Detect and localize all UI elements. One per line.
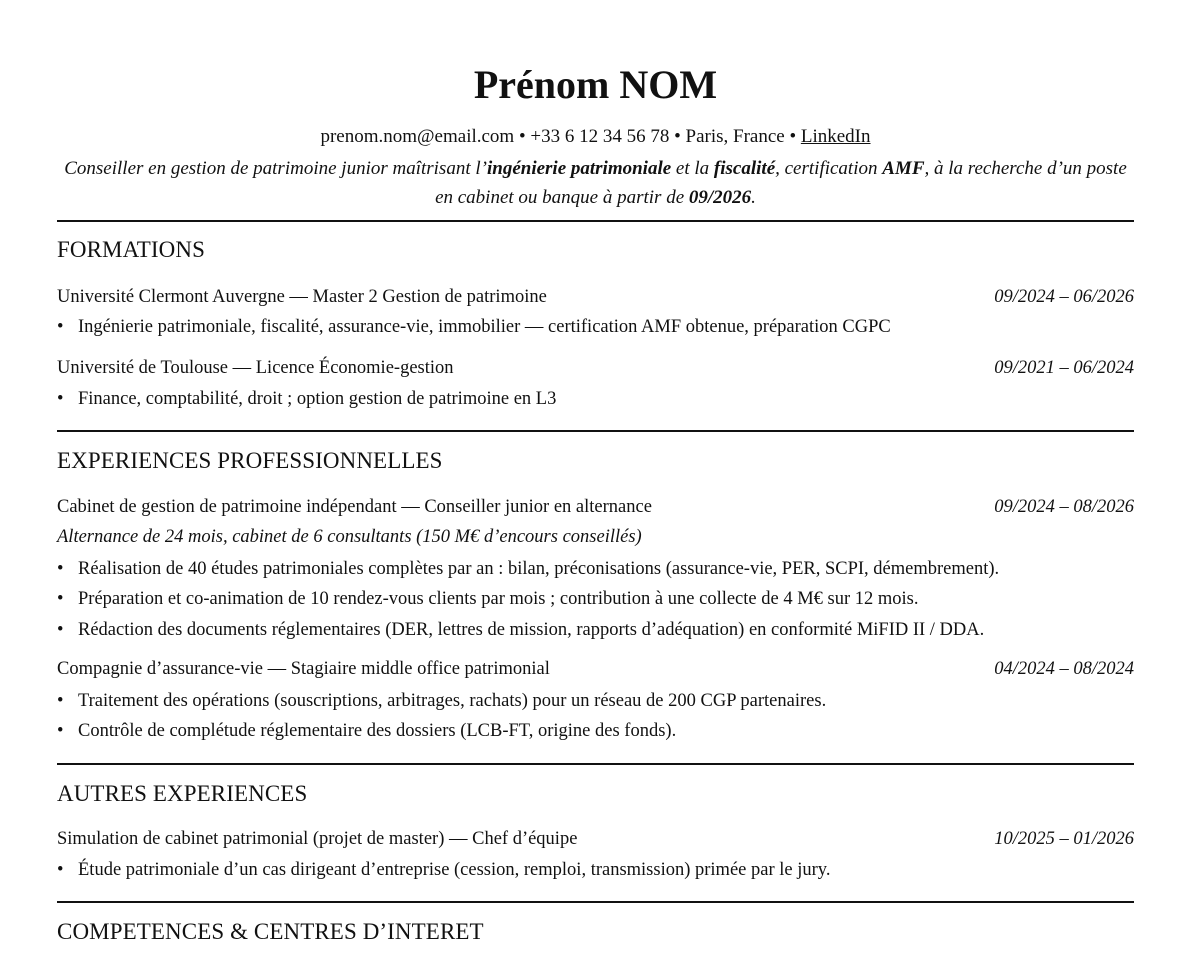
bullet-icon: •: [57, 691, 64, 711]
section-divider: [57, 763, 1134, 765]
bullet-text: Finance, comptabilité, droit ; option gestion de patrimoine en L3: [78, 389, 557, 409]
summary-highlight: AMF: [882, 158, 925, 179]
section-title-autres: AUTRES EXPERIENCES: [57, 781, 308, 806]
entry-title: Cabinet de gestion de patrimoine indépendant — Conseiller junior en alternance: [57, 497, 652, 517]
summary-highlight: fiscalité: [713, 158, 776, 179]
section-divider: [57, 901, 1134, 903]
section-title-experiences: EXPERIENCES PROFESSIONNELLES: [57, 448, 443, 473]
entry-title: Université Clermont Auvergne — Master 2 Gestion de patrimoine: [57, 287, 547, 307]
phone: +33 6 12 34 56 78: [530, 126, 670, 147]
entry-dates: 09/2024 – 08/2026: [994, 497, 1134, 517]
bullet-item: [57, 316, 891, 338]
bullet-text: Contrôle de complétude réglementaire des dossiers (LCB-FT, origine des fonds).: [78, 721, 677, 741]
bullet-text: Traitement des opérations (souscriptions, arbitrages, rachats) pour un réseau de 200 CGP partenaires.: [78, 691, 827, 711]
entry-dates: 04/2024 – 08/2024: [994, 659, 1134, 679]
bullet-text: Préparation et co-animation de 10 rendez-vous clients par mois ; contribution à une collecte de 4 M€ sur 12 mois.: [78, 589, 919, 609]
separator: •: [789, 126, 801, 147]
bullet-item: [57, 388, 556, 410]
summary-text: .: [751, 187, 756, 208]
section-title-competences: COMPETENCES & CENTRES D’INTERET: [57, 919, 484, 944]
entry-dates: 09/2021 – 06/2024: [994, 358, 1134, 378]
candidate-name: Prénom NOM: [473, 62, 718, 107]
summary-text: et la: [671, 158, 714, 179]
entry-subtitle: Alternance de 24 mois, cabinet de 6 consultants (150 M€ d’encours conseillés): [57, 527, 642, 547]
section-divider: [57, 220, 1134, 222]
summary-highlight: 09/2026: [688, 187, 752, 208]
bullet-icon: •: [57, 317, 64, 337]
linkedin-link[interactable]: LinkedIn: [800, 126, 871, 147]
email[interactable]: prenom.nom@email.com: [320, 126, 515, 147]
summary-text: , à la recherche d’un poste en cabinet ou banque à partir de: [435, 158, 1127, 208]
bullet-item: [57, 619, 984, 641]
separator: •: [674, 126, 686, 147]
contact-line: [57, 125, 1134, 149]
bullet-text: Ingénierie patrimoniale, fiscalité, assurance-vie, immobilier — certification AMF obtenue, préparation CGPC: [78, 317, 891, 337]
separator: •: [518, 126, 531, 147]
entry-dates: 10/2025 – 01/2026: [994, 829, 1134, 849]
bullet-item: [57, 588, 919, 610]
bullet-icon: •: [57, 559, 64, 579]
entry-title: Compagnie d’assurance-vie — Stagiaire middle office patrimonial: [57, 659, 550, 679]
section-title-formations: FORMATIONS: [57, 237, 205, 262]
bullet-item: [57, 558, 999, 580]
summary-text: , certification: [775, 158, 883, 179]
bullet-text: Réalisation de 40 études patrimoniales complètes par an : bilan, préconisations (assurance-vie, PER, SCPI, démembrement).: [78, 559, 1000, 579]
location: Paris, France: [685, 126, 785, 147]
bullet-text: Étude patrimoniale d’un cas dirigeant d’entreprise (cession, remploi, transmission) primée par le jury.: [78, 860, 831, 880]
bullet-item: [57, 859, 830, 881]
bullet-item: [57, 720, 676, 742]
bullet-icon: •: [57, 721, 64, 741]
entry-title: Université de Toulouse — Licence Économie-gestion: [57, 358, 454, 378]
bullet-icon: •: [57, 589, 64, 609]
profile-summary: [57, 154, 1134, 212]
entry-dates: 09/2024 – 06/2026: [994, 287, 1134, 307]
bullet-text: Rédaction des documents réglementaires (DER, lettres de mission, rapports d’adéquation) en conformité MiFID II / DDA.: [78, 620, 985, 640]
summary-text: Conseiller en gestion de patrimoine junior maîtrisant l’: [64, 158, 487, 179]
bullet-icon: •: [57, 860, 64, 880]
section-divider: [57, 430, 1134, 432]
summary-highlight: ingénierie patrimoniale: [486, 158, 672, 179]
bullet-icon: •: [57, 620, 64, 640]
entry-title: Simulation de cabinet patrimonial (projet de master) — Chef d’équipe: [57, 829, 578, 849]
bullet-icon: •: [57, 389, 64, 409]
bullet-item: [57, 690, 826, 712]
